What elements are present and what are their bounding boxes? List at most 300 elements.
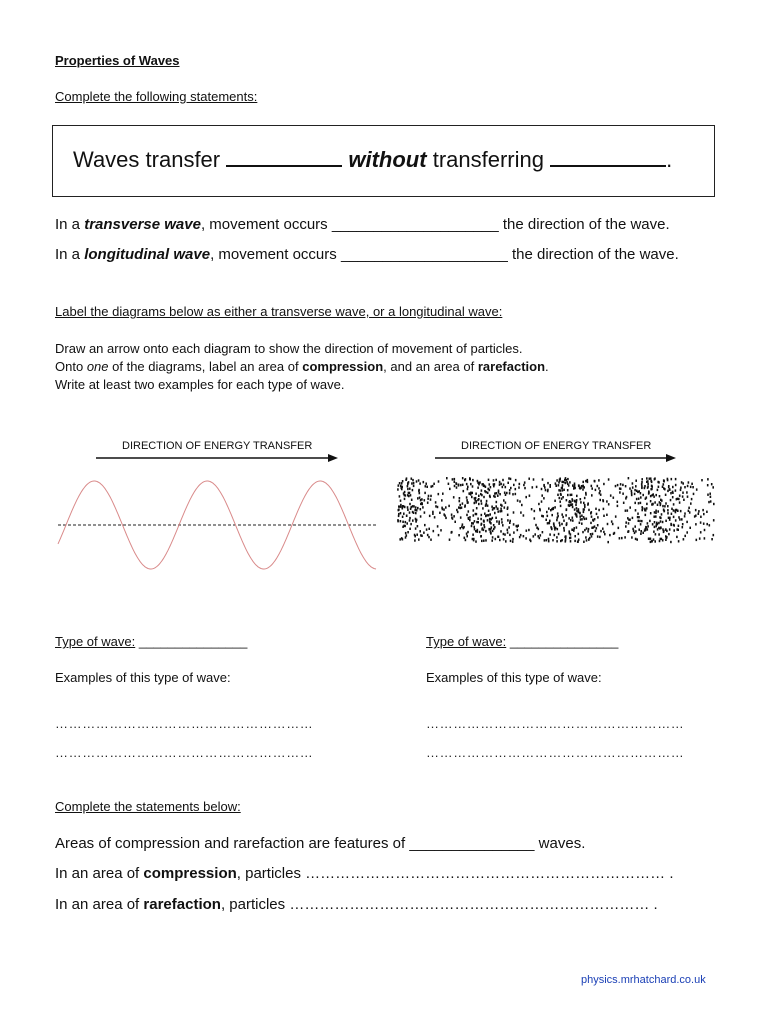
particle-dot bbox=[673, 503, 675, 505]
particle-dot bbox=[481, 489, 483, 491]
particle-dot bbox=[574, 508, 576, 510]
particle-dot bbox=[635, 538, 637, 540]
particle-dot bbox=[416, 534, 418, 536]
particle-dot bbox=[680, 489, 682, 491]
particle-dot bbox=[460, 516, 462, 518]
particle-dot bbox=[712, 486, 714, 488]
particle-dot bbox=[663, 531, 665, 533]
particle-dot bbox=[684, 512, 686, 514]
particle-dot bbox=[568, 517, 570, 519]
particle-dot bbox=[701, 479, 703, 481]
particle-dot bbox=[640, 502, 642, 504]
particle-dot bbox=[500, 508, 502, 510]
footer-link[interactable]: physics.mrhatchard.co.uk bbox=[581, 974, 706, 986]
particle-dot bbox=[559, 479, 561, 481]
particle-dot bbox=[665, 502, 667, 504]
particle-dot bbox=[594, 480, 596, 482]
particle-dot bbox=[408, 492, 410, 494]
particle-dot bbox=[480, 523, 482, 525]
statement2-mid: , particles bbox=[236, 865, 301, 882]
particle-dot bbox=[412, 519, 414, 521]
particle-dot bbox=[509, 489, 511, 491]
particle-dot bbox=[569, 481, 571, 483]
particle-dot bbox=[458, 484, 460, 486]
particle-dot bbox=[415, 506, 417, 508]
particle-dot bbox=[414, 539, 416, 541]
particle-dot bbox=[481, 514, 483, 516]
particle-dot bbox=[649, 478, 651, 480]
left-examples-line-1[interactable]: ………………………………………………… bbox=[55, 716, 314, 731]
particle-dot bbox=[412, 479, 414, 481]
particle-dot bbox=[640, 530, 642, 532]
particle-dot bbox=[594, 525, 596, 527]
particle-dot bbox=[557, 512, 559, 514]
particle-dot bbox=[591, 527, 593, 529]
particle-dot bbox=[401, 482, 403, 484]
particle-dot bbox=[711, 483, 713, 485]
particle-dot bbox=[475, 540, 477, 542]
particle-dot bbox=[466, 535, 468, 537]
particle-dot bbox=[706, 511, 708, 513]
particle-dot bbox=[677, 529, 679, 531]
statement2-pre: In an area of bbox=[55, 865, 140, 882]
particle-dot bbox=[576, 526, 578, 528]
particle-dot bbox=[426, 486, 428, 488]
particle-dot bbox=[421, 498, 423, 500]
particle-dot bbox=[470, 483, 472, 485]
particle-dot bbox=[649, 520, 651, 522]
particle-dot bbox=[430, 539, 432, 541]
particle-dot bbox=[549, 522, 551, 524]
particle-dot bbox=[493, 479, 495, 481]
particle-dot bbox=[599, 490, 601, 492]
particle-dot bbox=[487, 492, 489, 494]
particle-dot bbox=[430, 485, 432, 487]
particle-dot bbox=[561, 539, 563, 541]
particle-dot bbox=[608, 478, 610, 480]
particle-dot bbox=[591, 485, 593, 487]
particle-dot bbox=[531, 508, 533, 510]
particle-dot bbox=[638, 498, 640, 500]
particle-dot bbox=[449, 488, 451, 490]
particle-dot bbox=[484, 526, 486, 528]
particle-dot bbox=[538, 528, 540, 530]
particle-dot bbox=[488, 510, 490, 512]
particle-dot bbox=[542, 531, 544, 533]
particle-dot bbox=[398, 509, 400, 511]
particle-dot bbox=[483, 496, 485, 498]
particle-dot bbox=[462, 523, 464, 525]
particle-dot bbox=[635, 480, 637, 482]
particle-dot bbox=[617, 484, 619, 486]
particle-dot bbox=[602, 528, 604, 530]
particle-dot bbox=[465, 539, 467, 541]
particle-dot bbox=[713, 503, 715, 505]
particle-dot bbox=[676, 498, 678, 500]
particle-dot bbox=[403, 513, 405, 515]
particle-dot bbox=[413, 485, 415, 487]
particle-dot bbox=[499, 510, 501, 512]
particle-dot bbox=[572, 503, 574, 505]
particle-dot bbox=[506, 492, 508, 494]
particle-dot bbox=[405, 479, 407, 481]
particle-dot bbox=[561, 523, 563, 525]
particle-dot bbox=[687, 485, 689, 487]
particle-dot bbox=[561, 481, 563, 483]
particle-dot bbox=[478, 503, 480, 505]
particle-dot bbox=[428, 528, 430, 530]
particle-dot bbox=[594, 518, 596, 520]
particle-dot bbox=[627, 531, 629, 533]
particle-dot bbox=[617, 505, 619, 507]
particle-dot bbox=[698, 513, 700, 515]
particle-dot bbox=[410, 523, 412, 525]
particle-dot bbox=[619, 537, 621, 539]
particle-dot bbox=[415, 527, 417, 529]
particle-dot bbox=[615, 485, 617, 487]
particle-dot bbox=[667, 512, 669, 514]
particle-dot bbox=[608, 503, 610, 505]
particle-dot bbox=[417, 497, 419, 499]
particle-dot bbox=[636, 498, 638, 500]
particle-dot bbox=[619, 491, 621, 493]
particle-dot bbox=[432, 511, 434, 513]
particle-dot bbox=[570, 540, 572, 542]
particle-dot bbox=[644, 485, 646, 487]
particle-dot bbox=[521, 504, 523, 506]
particle-dot bbox=[539, 508, 541, 510]
particle-dot bbox=[407, 485, 409, 487]
particle-dot bbox=[566, 508, 568, 510]
particle-dot bbox=[560, 505, 562, 507]
particle-dot bbox=[583, 486, 585, 488]
particle-dot bbox=[667, 490, 669, 492]
particle-dot bbox=[534, 533, 536, 535]
particle-dot bbox=[607, 523, 609, 525]
particle-dot bbox=[503, 533, 505, 535]
left-examples-line-2[interactable]: ………………………………………………… bbox=[55, 745, 314, 760]
particle-dot bbox=[704, 529, 706, 531]
particle-dot bbox=[653, 531, 655, 533]
particle-dot bbox=[670, 492, 672, 494]
left-type-blank[interactable]: _______________ bbox=[138, 634, 248, 649]
particle-dot bbox=[417, 507, 419, 509]
particle-dot bbox=[538, 503, 540, 505]
particle-dot bbox=[409, 528, 411, 530]
particle-dot bbox=[492, 536, 494, 538]
particle-dot bbox=[483, 485, 485, 487]
particle-dot bbox=[439, 512, 441, 514]
particle-dot bbox=[556, 536, 558, 538]
particle-dot bbox=[455, 482, 457, 484]
particle-dot bbox=[585, 480, 587, 482]
particle-dot bbox=[695, 523, 697, 525]
particle-dot bbox=[625, 497, 627, 499]
particle-dot bbox=[428, 536, 430, 538]
particle-dot bbox=[650, 495, 652, 497]
particle-dot bbox=[565, 482, 567, 484]
particle-dot bbox=[702, 509, 704, 511]
right-examples-line-2[interactable]: ………………………………………………… bbox=[426, 745, 685, 760]
particle-dot bbox=[672, 491, 674, 493]
particle-dot bbox=[561, 513, 563, 515]
particle-dot bbox=[409, 488, 411, 490]
particle-dot bbox=[515, 479, 517, 481]
particle-dot bbox=[513, 484, 515, 486]
statement3-dots[interactable]: ……………………………………………………………… . bbox=[289, 896, 658, 913]
particle-dot bbox=[500, 483, 502, 485]
particle-dot bbox=[541, 515, 543, 517]
left-arrow-label: DIRECTION OF ENERGY TRANSFER bbox=[122, 440, 313, 452]
particle-dot bbox=[607, 541, 609, 543]
particle-dot bbox=[409, 511, 411, 513]
instr2-d: . bbox=[545, 359, 549, 374]
particle-dot bbox=[498, 521, 500, 523]
particle-dot bbox=[611, 520, 613, 522]
particle-dot bbox=[534, 517, 536, 519]
particle-dot bbox=[572, 517, 574, 519]
particle-dot bbox=[559, 522, 561, 524]
particle-dot bbox=[444, 515, 446, 517]
particle-dot bbox=[631, 536, 633, 538]
particle-dot bbox=[402, 480, 404, 482]
particle-dot bbox=[509, 492, 511, 494]
particle-dot bbox=[603, 515, 605, 517]
particle-dot bbox=[481, 502, 483, 504]
particle-dot bbox=[480, 518, 482, 520]
particle-dot bbox=[523, 535, 525, 537]
particle-dot bbox=[474, 502, 476, 504]
particle-dot bbox=[700, 531, 702, 533]
particle-dot bbox=[600, 530, 602, 532]
right-type-blank[interactable]: _______________ bbox=[509, 634, 619, 649]
particle-dot bbox=[532, 486, 534, 488]
longitudinal-blank[interactable]: ____________________ bbox=[340, 246, 508, 263]
particle-dot bbox=[678, 516, 680, 518]
particle-dot bbox=[461, 526, 463, 528]
particle-dot bbox=[452, 478, 454, 480]
particle-dot bbox=[424, 492, 426, 494]
particle-dot bbox=[400, 506, 402, 508]
particle-dot bbox=[454, 521, 456, 523]
particle-dot bbox=[665, 494, 667, 496]
particle-dot bbox=[419, 530, 421, 532]
particle-dot bbox=[456, 486, 458, 488]
particle-dot bbox=[491, 539, 493, 541]
particle-dot bbox=[553, 523, 555, 525]
particle-dot bbox=[478, 495, 480, 497]
particle-dot bbox=[496, 520, 498, 522]
particle-dot bbox=[418, 489, 420, 491]
particle-dot bbox=[405, 521, 407, 523]
particle-dot bbox=[399, 482, 401, 484]
particle-dot bbox=[512, 541, 514, 543]
particle-dot bbox=[672, 496, 674, 498]
particle-dot bbox=[440, 529, 442, 531]
particle-dot bbox=[633, 530, 635, 532]
particle-dot bbox=[691, 483, 693, 485]
particle-dot bbox=[493, 524, 495, 526]
particle-dot bbox=[658, 486, 660, 488]
particle-dot bbox=[543, 497, 545, 499]
particle-dot bbox=[429, 515, 431, 517]
particle-dot bbox=[442, 493, 444, 495]
box-part2: transferring bbox=[432, 147, 544, 172]
particle-dot bbox=[641, 509, 643, 511]
particle-dot bbox=[545, 519, 547, 521]
particle-dot bbox=[625, 525, 627, 527]
particle-dot bbox=[637, 491, 639, 493]
particle-dot bbox=[584, 518, 586, 520]
particle-dot bbox=[427, 498, 429, 500]
particle-dot bbox=[400, 520, 402, 522]
particle-dot bbox=[481, 540, 483, 542]
particle-dot bbox=[613, 497, 615, 499]
particle-dot bbox=[554, 506, 556, 508]
particle-dot bbox=[569, 537, 571, 539]
particle-dot bbox=[682, 526, 684, 528]
particle-dot bbox=[423, 481, 425, 483]
particle-dot bbox=[635, 530, 637, 532]
particle-dot bbox=[667, 505, 669, 507]
particle-dot bbox=[584, 506, 586, 508]
particle-dot bbox=[675, 484, 677, 486]
particle-dot bbox=[614, 532, 616, 534]
particle-dot bbox=[591, 487, 593, 489]
particle-dot bbox=[638, 520, 640, 522]
particle-dot bbox=[560, 489, 562, 491]
particle-dot bbox=[566, 523, 568, 525]
particle-dot bbox=[501, 505, 503, 507]
particle-dot bbox=[405, 494, 407, 496]
particle-dot bbox=[615, 515, 617, 517]
statement1-blank[interactable]: _______________ bbox=[409, 835, 535, 852]
particle-dot bbox=[473, 538, 475, 540]
particle-dot bbox=[634, 489, 636, 491]
particle-dot bbox=[466, 483, 468, 485]
particle-dot bbox=[654, 501, 656, 503]
statement3-mid: , particles bbox=[220, 896, 286, 913]
particle-dot bbox=[448, 483, 450, 485]
particle-dot bbox=[490, 522, 492, 524]
particle-dot bbox=[412, 511, 414, 513]
particle-dot bbox=[625, 485, 627, 487]
particle-dot bbox=[691, 498, 693, 500]
particle-dot bbox=[535, 524, 537, 526]
particle-dot bbox=[494, 526, 496, 528]
right-examples-line-1[interactable]: ………………………………………………… bbox=[426, 716, 685, 731]
particle-dot bbox=[485, 491, 487, 493]
particle-dot bbox=[641, 520, 643, 522]
particle-dot bbox=[413, 482, 415, 484]
particle-dot bbox=[424, 511, 426, 513]
particle-dot bbox=[473, 509, 475, 511]
particle-dot bbox=[411, 499, 413, 501]
particle-dot bbox=[467, 486, 469, 488]
particle-dot bbox=[590, 533, 592, 535]
particle-dot bbox=[592, 533, 594, 535]
left-type-of-wave bbox=[55, 634, 247, 649]
particle-dot bbox=[505, 486, 507, 488]
particle-dot bbox=[687, 496, 689, 498]
particle-dot bbox=[574, 535, 576, 537]
particle-dot bbox=[596, 513, 598, 515]
particle-dot bbox=[495, 505, 497, 507]
particle-dot bbox=[556, 519, 558, 521]
particle-dot bbox=[647, 528, 649, 530]
particle-dot bbox=[679, 518, 681, 520]
particle-dot bbox=[579, 515, 581, 517]
particle-dot bbox=[547, 522, 549, 524]
particle-dot bbox=[416, 480, 418, 482]
particle-dot bbox=[508, 477, 510, 479]
particle-dot bbox=[549, 533, 551, 535]
particle-dot bbox=[659, 495, 661, 497]
particle-dot bbox=[491, 506, 493, 508]
particle-dot bbox=[524, 481, 526, 483]
particle-dot bbox=[628, 477, 630, 479]
particle-dot bbox=[423, 532, 425, 534]
particle-dot bbox=[446, 477, 448, 479]
particle-dot bbox=[653, 516, 655, 518]
particle-dot bbox=[405, 532, 407, 534]
particle-dot bbox=[555, 527, 557, 529]
particle-dot bbox=[692, 486, 694, 488]
particle-dot bbox=[645, 526, 647, 528]
particle-dot bbox=[497, 495, 499, 497]
particle-dot bbox=[397, 520, 399, 522]
particle-dot bbox=[402, 538, 404, 540]
transverse-blank[interactable]: ____________________ bbox=[331, 216, 499, 233]
particle-dot bbox=[671, 513, 673, 515]
particle-dot bbox=[409, 503, 411, 505]
particle-dot bbox=[489, 513, 491, 515]
particle-dot bbox=[433, 483, 435, 485]
statement2-dots[interactable]: ……………………………………………………………… . bbox=[305, 865, 674, 882]
particle-dot bbox=[486, 514, 488, 516]
particle-dot bbox=[466, 496, 468, 498]
particle-dot bbox=[424, 499, 426, 501]
particle-dot bbox=[437, 525, 439, 527]
particle-dot bbox=[507, 482, 509, 484]
particle-dot bbox=[618, 527, 620, 529]
particle-dot bbox=[409, 517, 411, 519]
particle-dot bbox=[419, 497, 421, 499]
particle-dot bbox=[489, 518, 491, 520]
particle-dot bbox=[475, 530, 477, 532]
right-arrow-label: DIRECTION OF ENERGY TRANSFER bbox=[461, 440, 652, 452]
particle-dot bbox=[434, 516, 436, 518]
particle-dot bbox=[655, 515, 657, 517]
particle-dot bbox=[452, 517, 454, 519]
particle-dot bbox=[580, 501, 582, 503]
particle-dot bbox=[646, 477, 648, 479]
particle-dot bbox=[458, 534, 460, 536]
particle-dot bbox=[655, 494, 657, 496]
particle-dot bbox=[459, 504, 461, 506]
particle-dot bbox=[495, 479, 497, 481]
particle-dot bbox=[670, 499, 672, 501]
particle-dot bbox=[603, 500, 605, 502]
statements-heading: Complete the statements below: bbox=[55, 799, 241, 814]
particle-dot bbox=[688, 481, 690, 483]
statement1-pre: Areas of compression and rarefaction are features of bbox=[55, 835, 406, 852]
particle-dot bbox=[578, 508, 580, 510]
particle-dot bbox=[489, 496, 491, 498]
particle-dot bbox=[706, 523, 708, 525]
particle-dot bbox=[546, 511, 548, 513]
particle-dot bbox=[679, 495, 681, 497]
